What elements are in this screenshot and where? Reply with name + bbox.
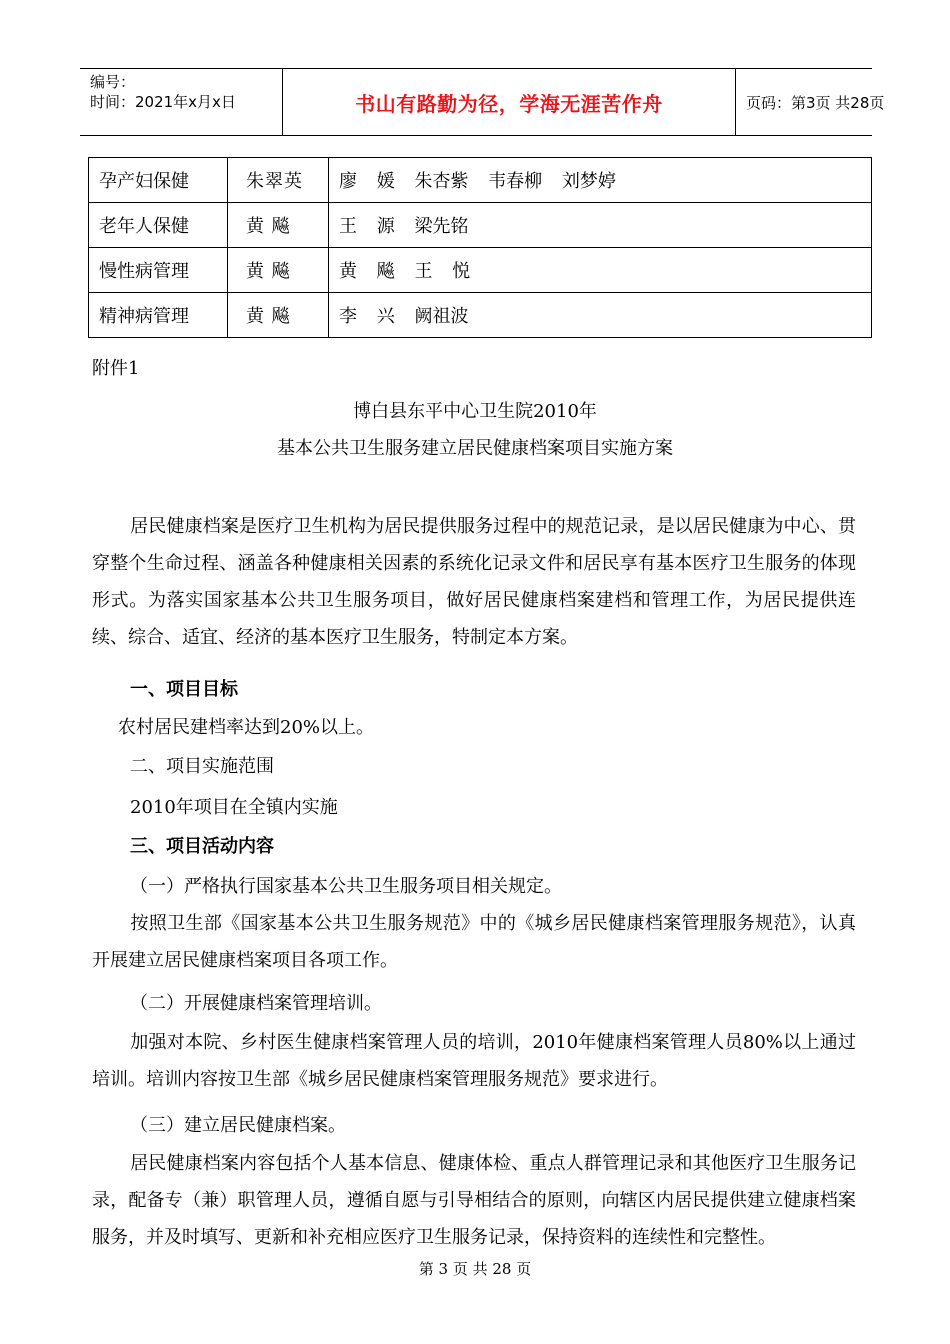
table-row	[89, 248, 872, 293]
lead-cell: 黄 飚	[228, 248, 329, 293]
document-title-line-1: 博白县东平中心卫生院2010年	[353, 401, 597, 422]
footer-page-number: 第 3 页 共 28 页	[418, 1260, 532, 1278]
document-date-label: 时间：2021年x月x日	[90, 93, 236, 111]
staff-assignment-table	[88, 157, 872, 338]
subsection-3-heading: （三）建立居民健康档案。	[130, 1115, 346, 1136]
section-2-text: 2010年项目在全镇内实施	[130, 797, 338, 818]
lead-cell: 黄 飚	[228, 293, 329, 338]
section-2-heading: 二、项目实施范围	[130, 756, 274, 777]
intro-text: 居民健康档案是医疗卫生机构为居民提供服务过程中的规范记录，是以居民健康为中心、贯穿整个生命过程、涵盖各种健康相关因素的系统化记录文件和居民享有基本医疗卫生服务的体现形式。为落实国家基本公共卫生服务项目，做好居民健康档案建档和管理工作，为居民提供连续、综合、适宜、经济的基本医疗卫生服务，特制定本方案。	[92, 516, 856, 648]
header-meta	[80, 69, 282, 135]
header-motto: 书山有路勤为径，学海无涯苦作舟	[282, 69, 736, 135]
category-cell: 精神病管理	[89, 293, 228, 338]
subsection-2-text: 加强对本院、乡村医生健康档案管理人员的培训，2010年健康档案管理人员80%以上通过培训。培训内容按卫生部《城乡居民健康档案管理服务规范》要求进行。	[92, 1032, 856, 1090]
section-1-text: 农村居民建档率达到20%以上。	[118, 717, 375, 738]
lead-cell: 朱翠英	[228, 158, 329, 203]
category-cell: 老年人保健	[89, 203, 228, 248]
category-cell: 慢性病管理	[89, 248, 228, 293]
category-cell: 孕产妇保健	[89, 158, 228, 203]
members-cell: 黄 飚 王 悦	[329, 248, 872, 293]
subsection-1-text: 按照卫生部《国家基本公共卫生服务规范》中的《城乡居民健康档案管理服务规范》，认真开展建立居民健康档案项目各项工作。	[92, 913, 856, 971]
page-header	[80, 68, 885, 136]
attachment-label: 附件1	[92, 358, 140, 379]
header-page-number: 页码：第3页 共28页	[746, 93, 885, 112]
subsection-3-paragraph	[92, 1145, 856, 1256]
table-row	[89, 203, 872, 248]
table-row	[89, 293, 872, 338]
subsection-2-paragraph	[92, 1024, 856, 1098]
subsection-3-text: 居民健康档案内容包括个人基本信息、健康体检、重点人群管理记录和其他医疗卫生服务记录，配备专（兼）职管理人员，遵循自愿与引导相结合的原则，向辖区内居民提供建立健康档案服务，并及时填写、更新和补充相应医疗卫生服务记录，保持资料的连续性和完整性。	[92, 1153, 856, 1248]
members-cell: 李 兴 阙祖波	[329, 293, 872, 338]
lead-cell: 黄 飚	[228, 203, 329, 248]
intro-paragraph	[92, 508, 856, 656]
subsection-2-heading: （二）开展健康档案管理培训。	[130, 993, 382, 1014]
members-cell: 王 源 梁先铭	[329, 203, 872, 248]
members-cell: 廖 媛 朱杏紫 韦春柳 刘梦婷	[329, 158, 872, 203]
section-3-heading: 三、项目活动内容	[130, 836, 274, 857]
document-title-line-2: 基本公共卫生服务建立居民健康档案项目实施方案	[277, 438, 673, 459]
document-number-label: 编号：	[90, 73, 136, 91]
table-row	[89, 158, 872, 203]
section-1-heading: 一、项目目标	[130, 679, 238, 700]
subsection-1-paragraph	[92, 905, 856, 979]
subsection-1-heading: （一）严格执行国家基本公共卫生服务项目相关规定。	[130, 876, 562, 897]
